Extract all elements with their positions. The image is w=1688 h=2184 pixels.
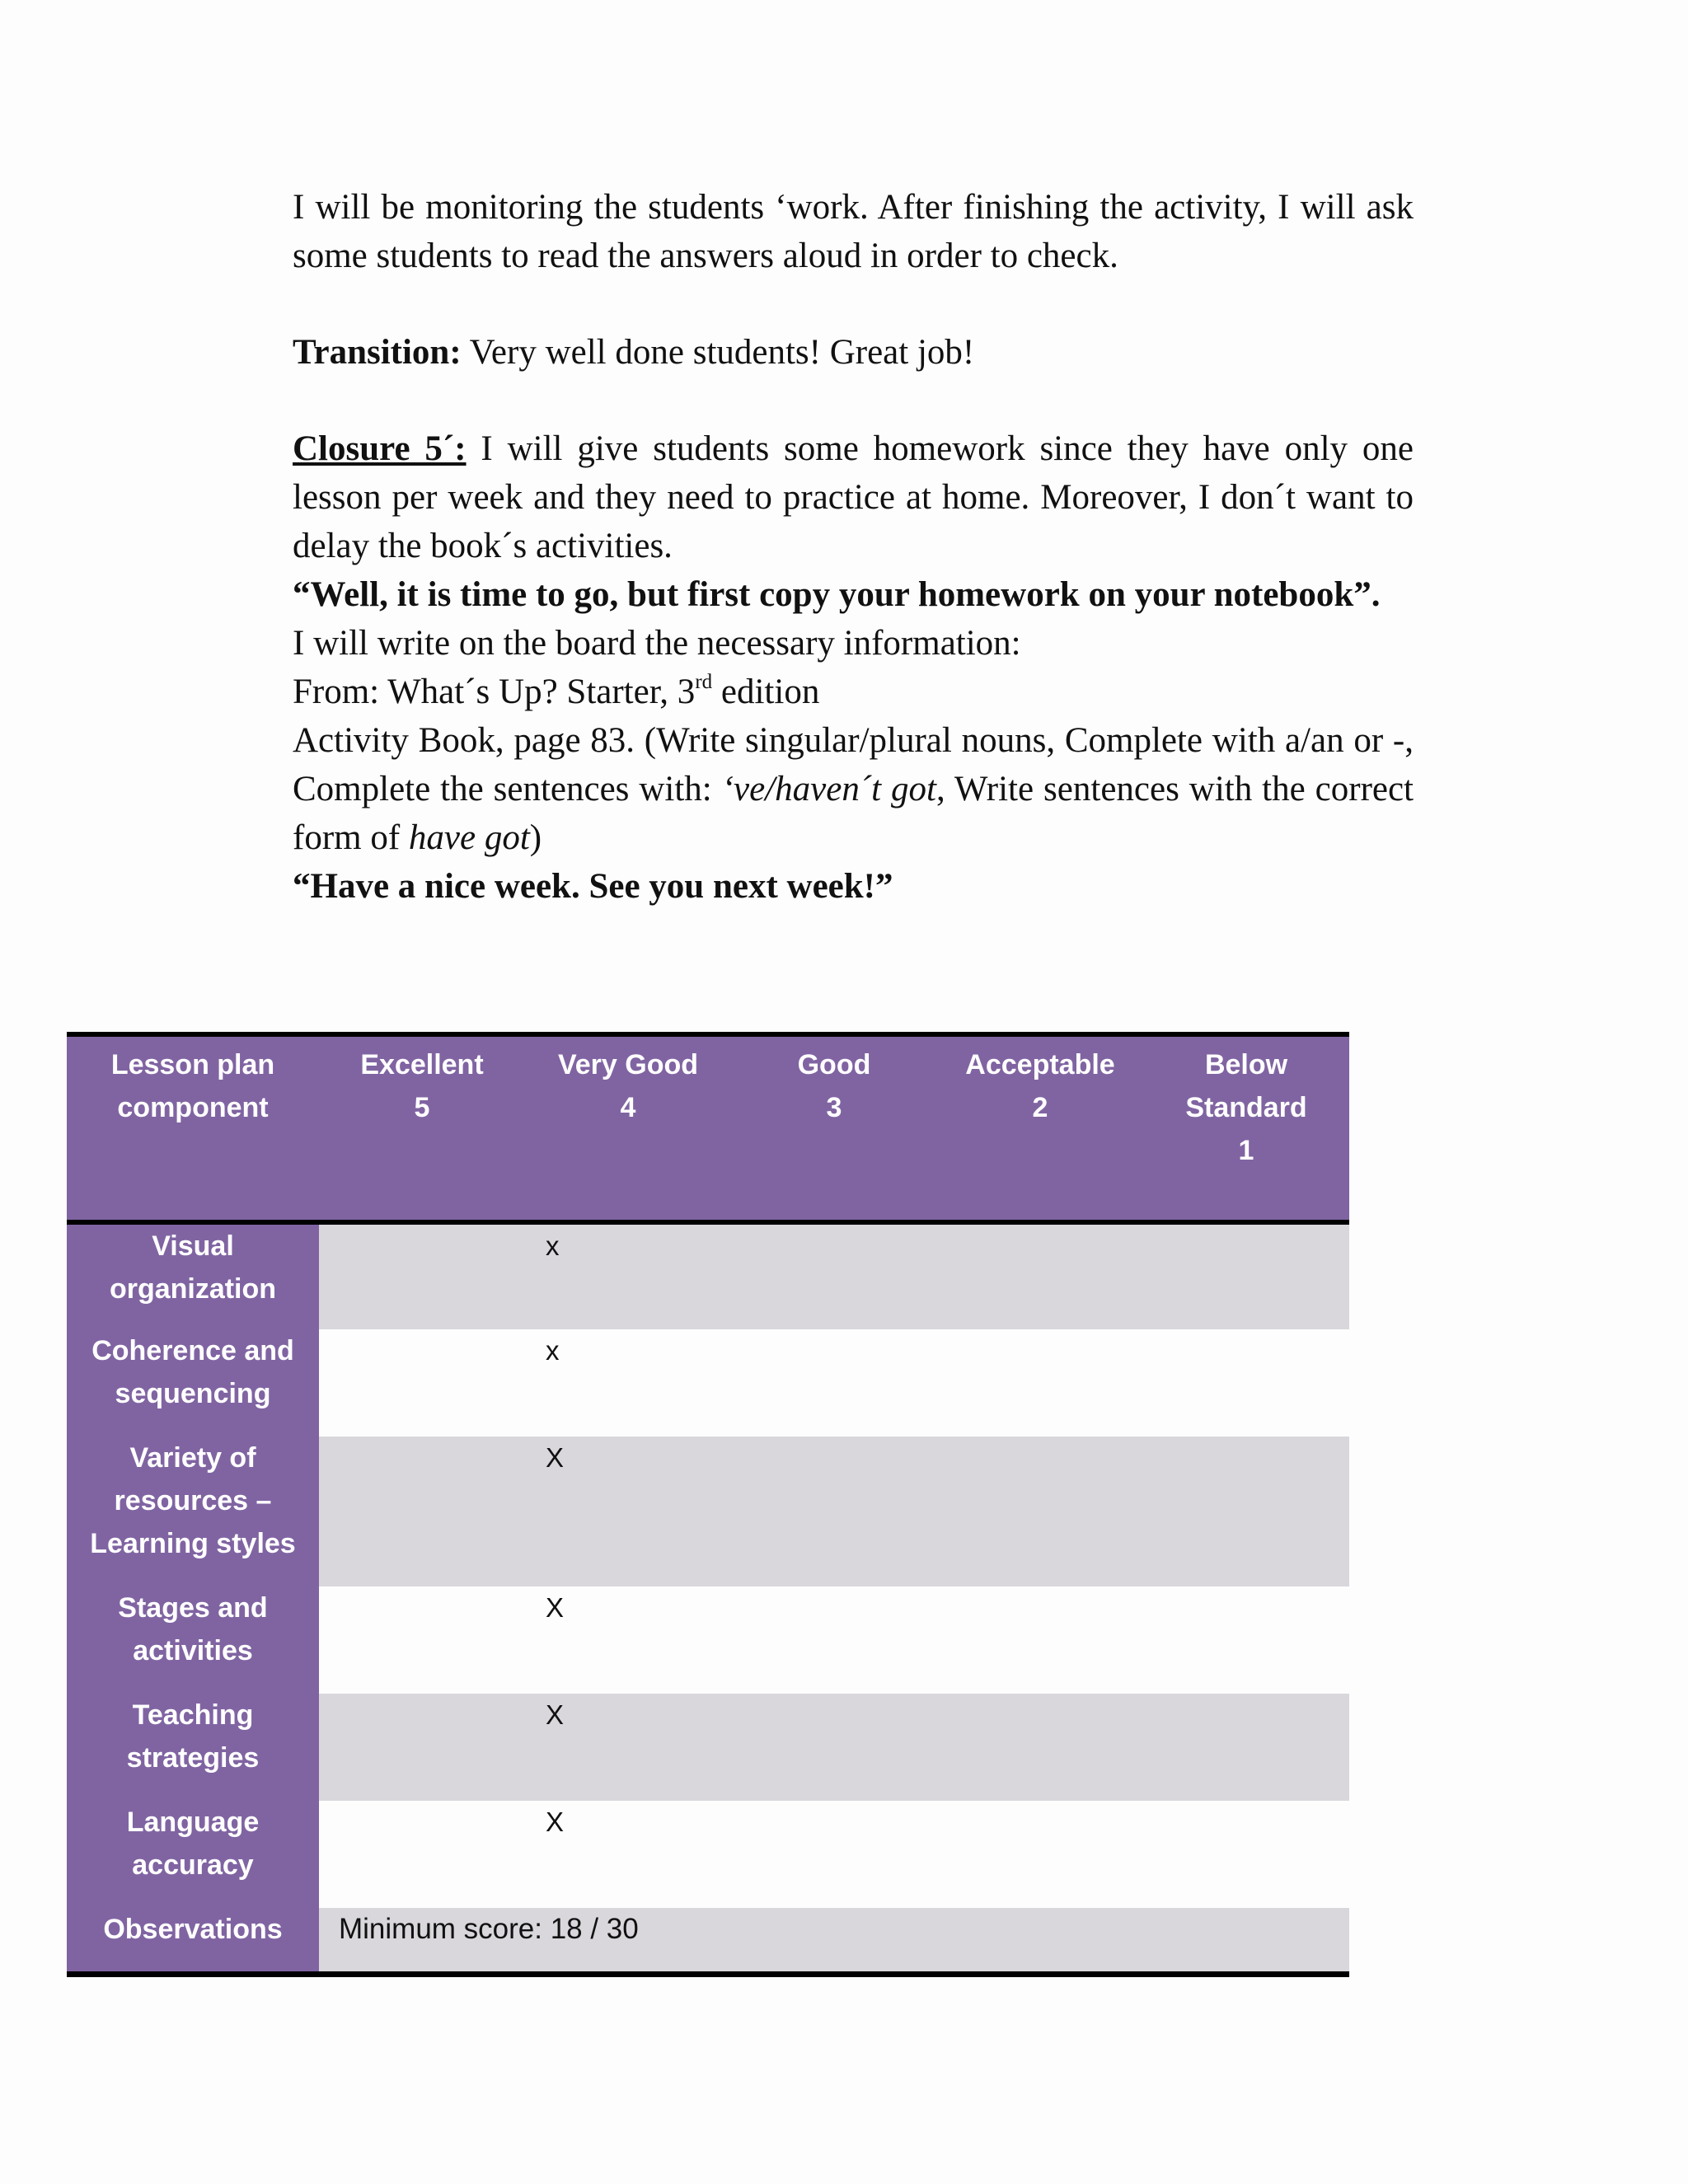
rubric-row xyxy=(67,1222,1349,1329)
score-cell xyxy=(319,1222,525,1329)
homework-quote: “Well, it is time to go, but first copy your homework on your notebook”. xyxy=(293,575,1381,614)
score-cell xyxy=(319,1329,525,1436)
score-mark: X xyxy=(546,1807,565,1837)
header-score: 2 xyxy=(1032,1092,1048,1123)
score-cell xyxy=(319,1436,525,1586)
score-cell xyxy=(937,1329,1143,1436)
lesson-text xyxy=(293,183,1414,911)
score-cell xyxy=(319,1801,525,1908)
score-cell xyxy=(731,1586,937,1694)
score-cell xyxy=(525,1694,731,1801)
score-cell xyxy=(1143,1586,1349,1694)
score-mark: X xyxy=(546,1592,565,1623)
score-cell xyxy=(525,1329,731,1436)
closure-text: I will give students some homework since they have only one lesson per week and they need to practice at home. Moreover, I don´t want to delay the book´s activities. xyxy=(293,429,1414,565)
score-cell xyxy=(319,1586,525,1694)
row-component-label: Language accuracy xyxy=(67,1801,319,1908)
observations-value: Minimum score: 18 / 30 xyxy=(319,1908,1349,1974)
score-cell xyxy=(731,1694,937,1801)
row-component-label: Stages and activities xyxy=(67,1586,319,1694)
rubric-header-row xyxy=(67,1034,1349,1222)
score-mark: x xyxy=(546,1230,560,1261)
rubric-row xyxy=(67,1329,1349,1436)
rubric-row xyxy=(67,1694,1349,1801)
row-component-label: Variety of resources – Learning styles xyxy=(67,1436,319,1586)
score-cell xyxy=(525,1586,731,1694)
score-cell xyxy=(1143,1694,1349,1801)
score-cell xyxy=(525,1436,731,1586)
score-cell xyxy=(525,1222,731,1329)
score-cell xyxy=(731,1329,937,1436)
score-cell xyxy=(731,1801,937,1908)
rubric-table xyxy=(67,1032,1349,1977)
observations-row xyxy=(67,1908,1349,1974)
score-cell xyxy=(731,1222,937,1329)
source-prefix: From: What´s Up? Starter, 3 xyxy=(293,673,696,711)
score-mark: X xyxy=(546,1699,565,1730)
score-cell xyxy=(937,1222,1143,1329)
score-cell xyxy=(937,1586,1143,1694)
transition-text: Very well done students! Great job! xyxy=(461,333,975,372)
score-cell xyxy=(525,1801,731,1908)
score-cell xyxy=(937,1436,1143,1586)
monitoring-paragraph: I will be monitoring the students ‘work. After finishing the activity, I will ask some students to read the answers aloud in order to check. xyxy=(293,188,1414,275)
score-cell xyxy=(1143,1222,1349,1329)
header-score: 1 xyxy=(1238,1135,1254,1166)
closure-paragraph xyxy=(293,424,1414,570)
rubric-row xyxy=(67,1436,1349,1586)
activity-italic-2: have got xyxy=(408,818,530,857)
source-suffix: edition xyxy=(712,673,820,711)
header-component: Lesson plan component xyxy=(67,1034,319,1222)
rubric-row xyxy=(67,1586,1349,1694)
score-mark: X xyxy=(546,1442,565,1473)
score-cell xyxy=(731,1436,937,1586)
header-label: Excellent xyxy=(360,1049,484,1080)
header-label: Below Standard xyxy=(1185,1049,1307,1123)
header-acceptable xyxy=(937,1034,1143,1222)
header-label: Very Good xyxy=(557,1049,699,1080)
transition-label: Transition: xyxy=(293,333,462,372)
rubric-row xyxy=(67,1801,1349,1908)
header-excellent xyxy=(319,1034,525,1222)
board-info-line: I will write on the board the necessary information: xyxy=(293,624,1021,663)
header-score: 5 xyxy=(414,1092,430,1123)
header-label: Good xyxy=(797,1049,871,1080)
header-below-standard xyxy=(1143,1034,1349,1222)
score-cell xyxy=(937,1694,1143,1801)
score-cell xyxy=(1143,1329,1349,1436)
row-component-label: Teaching strategies xyxy=(67,1694,319,1801)
goodbye-quote: “Have a nice week. See you next week!” xyxy=(293,867,893,906)
source-line xyxy=(293,668,1414,716)
activity-text-3: ) xyxy=(529,818,542,857)
activity-text-2: , Write sentences with the correct form of xyxy=(293,770,1414,857)
header-label: Acceptable xyxy=(965,1049,1115,1080)
activity-text-1: Activity Book, page 83. (Write singular/plural nouns, Complete with a/an or -, Complete the sentences with: xyxy=(293,721,1414,808)
activity-paragraph xyxy=(293,716,1414,862)
score-cell xyxy=(1143,1436,1349,1586)
header-score: 4 xyxy=(620,1092,636,1123)
score-mark: x xyxy=(546,1335,560,1366)
row-component-label: Coherence and sequencing xyxy=(67,1329,319,1436)
header-score: 3 xyxy=(826,1092,842,1123)
header-very-good xyxy=(525,1034,731,1222)
activity-italic-1: ‘ve/haven´t got xyxy=(721,770,936,808)
score-cell xyxy=(1143,1801,1349,1908)
score-cell xyxy=(937,1801,1143,1908)
transition-paragraph xyxy=(293,328,1414,377)
source-superscript: rd xyxy=(695,671,713,693)
header-good xyxy=(731,1034,937,1222)
closure-label: Closure 5´: xyxy=(293,429,467,468)
observations-label: Observations xyxy=(67,1908,319,1974)
row-component-label: Visual organization xyxy=(67,1222,319,1329)
score-cell xyxy=(319,1694,525,1801)
